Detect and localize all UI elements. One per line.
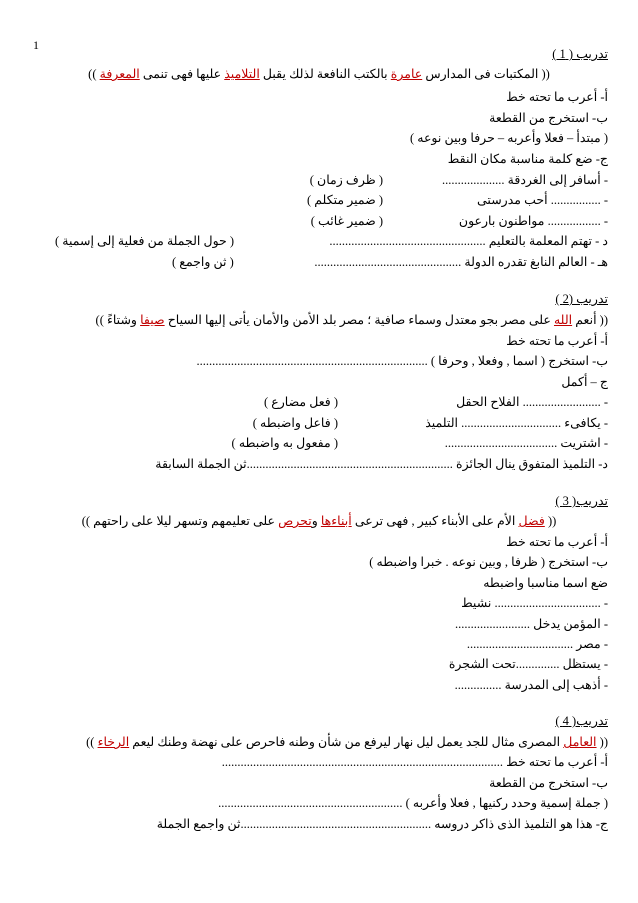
- ex1-c1-sentence: - أسافر إلى الغردقة ....................: [442, 173, 608, 187]
- ex1-e-hint: ( ثن واجمع ): [172, 255, 234, 269]
- ex1-c2-hint: ( ضمير متكلم ): [306, 193, 383, 207]
- ex2-question-a: أ- أعرب ما تحته خط: [506, 334, 608, 348]
- ex3-underlined-word-1: فضل: [518, 514, 545, 528]
- ex3-question-a: أ- أعرب ما تحته خط: [506, 535, 608, 549]
- ex4-question-b: ب- استخرج من القطعة: [489, 776, 608, 790]
- ex2-passage: [96, 313, 608, 327]
- ex2-question-c: ج – أكمل: [561, 375, 608, 389]
- ex1-question-b-detail: ( مبتدأ – فعلا وأعربه – حرفا وبين نوعه ): [409, 131, 608, 145]
- ex1-c3-sentence: - ................. مواطنون بارعون: [458, 214, 608, 228]
- ex1-passage-text: (( المكتبات فى المدارس: [422, 67, 550, 81]
- ex3-underlined-word-3: تحرص: [278, 514, 312, 528]
- ex3-item: - المؤمن يدخل ........................: [455, 617, 608, 631]
- ex2-c3-sentence: - اشتريت ....................................: [444, 436, 608, 450]
- ex4-underlined-word-2: الرخاء: [97, 735, 130, 749]
- ex2-underlined-word-2: صيفا: [140, 313, 165, 327]
- ex2-c3-hint: ( مفعول به واضبطه ): [231, 436, 338, 450]
- ex3-instruction: ضع اسما مناسبا واضبطه: [483, 576, 608, 590]
- ex2-passage-text: (( أنعم: [572, 313, 608, 327]
- ex1-title: تدريب ( 1 ): [552, 47, 608, 61]
- ex1-underlined-word-2: التلاميذ: [224, 67, 260, 81]
- ex4-passage-text: )): [86, 735, 98, 749]
- ex2-passage-text: وشتاءً )): [95, 313, 141, 327]
- ex1-question-a: أ- أعرب ما تحته خط: [506, 90, 608, 104]
- ex2-title: تدريب (2 ): [555, 292, 608, 306]
- ex3-item: - يستظل ..............تحت الشجرة: [448, 657, 608, 671]
- ex1-passage-text: بالكتب النافعة لذلك يقبل: [259, 67, 391, 81]
- page-number: 1: [33, 38, 39, 52]
- ex3-item: - مصر ..................................: [466, 637, 608, 651]
- ex2-underlined-word-1: الله: [553, 313, 573, 327]
- ex3-question-b: ب- استخرج ( ظرفا , وبين نوعه . خبرا واضبطه ): [369, 555, 608, 569]
- ex1-underlined-word-1: عامرة: [390, 67, 423, 81]
- ex2-passage-text: على مصر بجو معتدل وسماء صافية ؛ مصر بلد الأمن والأمان يأتى إليها السياح: [164, 313, 554, 327]
- ex1-d-sentence: د - تهتم المعلمة بالتعليم ..................................................: [329, 234, 608, 248]
- ex1-question-c: ج- ضع كلمة مناسبة مكان النقط: [447, 152, 608, 166]
- ex1-c2-sentence: - ................ أحب مدرستى: [477, 193, 608, 207]
- ex1-passage-text: عليها فهى تنمى: [139, 67, 225, 81]
- ex1-passage-text: )): [88, 67, 100, 81]
- ex1-underlined-word-3: المعرفة: [99, 67, 140, 81]
- ex2-c2-hint: ( فاعل واضبطه ): [252, 416, 338, 430]
- ex3-item: - .................................. نشيط: [461, 596, 608, 610]
- ex1-question-b: ب- استخرج من القطعة: [489, 111, 608, 125]
- ex3-underlined-word-2: أبناءها: [320, 514, 352, 528]
- ex3-title: تدريب( 3 ): [555, 494, 608, 508]
- ex4-passage: [86, 735, 608, 749]
- ex3-passage-text: ((: [544, 514, 557, 528]
- ex4-passage-text: المصرى مثال للجد يعمل ليل نهار ليرفع من شأن وطنه فاحرص على نهضة وطنك ليعم: [129, 735, 564, 749]
- ex4-question-a: أ- أعرب ما تحته خط ..........................................................................................: [221, 755, 608, 769]
- ex2-c1-sentence: - ......................... الفلاح الحقل: [456, 395, 608, 409]
- ex2-question-d: د- التلميذ المتفوق ينال الجائزة ..................................................................ثن الجملة السابقة: [155, 457, 608, 471]
- ex2-question-b: ب- استخرج ( اسما , وفعلا , وحرفا ) ..........................................................................: [196, 354, 608, 368]
- ex3-passage: [30, 514, 608, 528]
- ex3-passage-text: الأم على الأبناء كبير , فهى ترعى: [351, 514, 519, 528]
- ex4-passage-text: ((: [596, 735, 608, 749]
- ex4-question-b-detail: ( جملة إسمية وحدد ركنيها , فعلا وأعربه ) ...........................................................: [218, 796, 608, 810]
- ex2-c2-sentence: - يكافىء ................................ التلميذ: [425, 416, 608, 430]
- ex4-question-c: ج- هذا هو التلميذ الذى ذاكر دروسه .............................................................ثن واجمع الجملة: [156, 817, 608, 831]
- ex2-c1-hint: ( فعل مضارع ): [263, 395, 338, 409]
- ex1-d-hint: ( حول الجملة من فعلية إلى إسمية ): [55, 234, 235, 248]
- ex1-passage: [30, 67, 608, 81]
- ex4-underlined-word-1: العامل: [563, 735, 597, 749]
- ex1-c3-hint: ( ضمير غائب ): [310, 214, 383, 228]
- ex1-e-sentence: هـ - العالم النابغ تقدره الدولة ...............................................: [314, 255, 608, 269]
- ex4-title: تدريب( 4 ): [555, 714, 608, 728]
- ex3-passage-text: و: [311, 514, 321, 528]
- ex1-c1-hint: ( ظرف زمان ): [309, 173, 383, 187]
- ex3-passage-text: على تعليمهم وتسهر ليلا على راحتهم )): [81, 514, 279, 528]
- ex3-item: - أذهب إلى المدرسة ...............: [454, 678, 608, 692]
